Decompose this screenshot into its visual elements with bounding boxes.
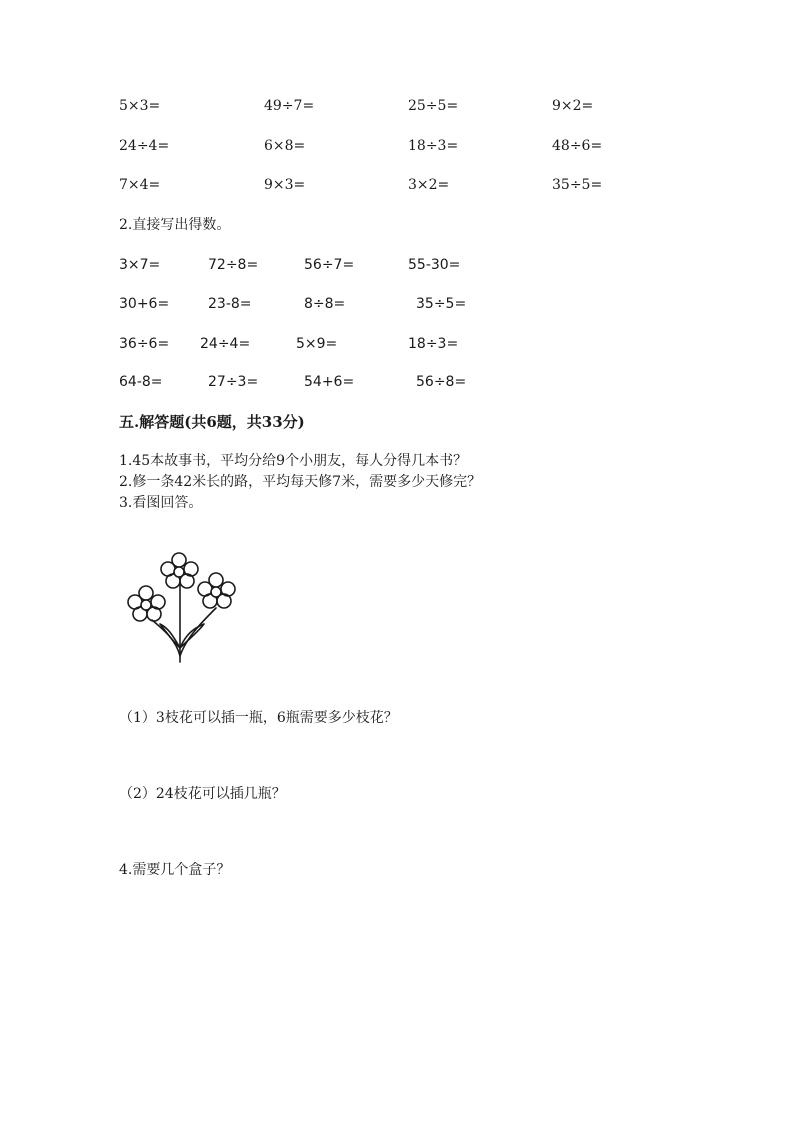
calc-1-2-4: 48÷6= xyxy=(552,138,603,154)
top-flower-center xyxy=(174,567,184,577)
question-5-3-sub-2: （2）24枝花可以插几瓶？ xyxy=(119,786,286,802)
calc-2-3-4: 18÷3= xyxy=(408,336,459,352)
calc-2-1-3: 56÷7= xyxy=(304,257,355,273)
calc-2-1-1: 3×7= xyxy=(119,257,161,273)
calc-2-3-1: 36÷6= xyxy=(119,336,170,352)
calc-1-1-2: 49÷7= xyxy=(264,98,315,114)
calc-2-1-2: 72÷8= xyxy=(208,257,259,273)
question-5-1: 1.45本故事书，平均分给9个小朋友，每人分得几本书？ xyxy=(119,453,468,469)
calc-2-4-1: 64-8= xyxy=(119,374,163,390)
right-flower-petal xyxy=(198,582,212,596)
calc-1-3-4: 35÷5= xyxy=(552,177,603,193)
three-flowers-icon xyxy=(118,548,244,670)
question-5-3-sub-1: （1）3枝花可以插一瓶，6瓶需要多少枝花？ xyxy=(119,710,398,726)
section-5-heading: 五.解答题(共6题，共33分) xyxy=(119,413,305,431)
left-leaf xyxy=(160,624,180,648)
calc-2-4-2: 27÷3= xyxy=(208,374,259,390)
calc-2-4-4: 56÷8= xyxy=(416,374,467,390)
calc-1-3-1: 7×4= xyxy=(119,177,161,193)
right-leaf xyxy=(180,624,204,648)
calc-2-1-4: 55-30= xyxy=(408,257,461,273)
question-5-4: 4.需要几个盒子？ xyxy=(119,862,231,878)
left-stem xyxy=(152,620,180,656)
question-2-title: 2.直接写出得数。 xyxy=(119,217,231,233)
calc-1-2-2: 6×8= xyxy=(264,138,306,154)
calc-1-1-3: 25÷5= xyxy=(408,98,459,114)
calc-2-4-3: 54+6= xyxy=(304,374,355,390)
calc-1-2-3: 18÷3= xyxy=(408,138,459,154)
calc-1-3-3: 3×2= xyxy=(408,177,450,193)
calc-1-2-1: 24÷4= xyxy=(119,138,170,154)
calc-2-2-4: 35÷5= xyxy=(416,296,467,312)
calc-2-2-3: 8÷8= xyxy=(304,296,346,312)
question-5-2: 2.修一条42米长的路，平均每天修7米，需要多少天修完？ xyxy=(119,474,482,490)
question-5-3: 3.看图回答。 xyxy=(119,495,203,511)
right-stem xyxy=(180,608,216,656)
calc-2-2-1: 30+6= xyxy=(119,296,170,312)
calc-1-1-1: 5×3= xyxy=(119,98,161,114)
calc-1-3-2: 9×3= xyxy=(264,177,306,193)
calc-2-2-2: 23-8= xyxy=(208,296,252,312)
top-flower-petal xyxy=(161,562,175,576)
calc-2-3-3: 5×9= xyxy=(296,336,338,352)
right-flower-center xyxy=(211,587,221,597)
calc-2-3-2: 24÷4= xyxy=(200,336,251,352)
left-flower-petal xyxy=(128,595,142,609)
left-flower-center xyxy=(141,600,151,610)
calc-1-1-4: 9×2= xyxy=(552,98,594,114)
